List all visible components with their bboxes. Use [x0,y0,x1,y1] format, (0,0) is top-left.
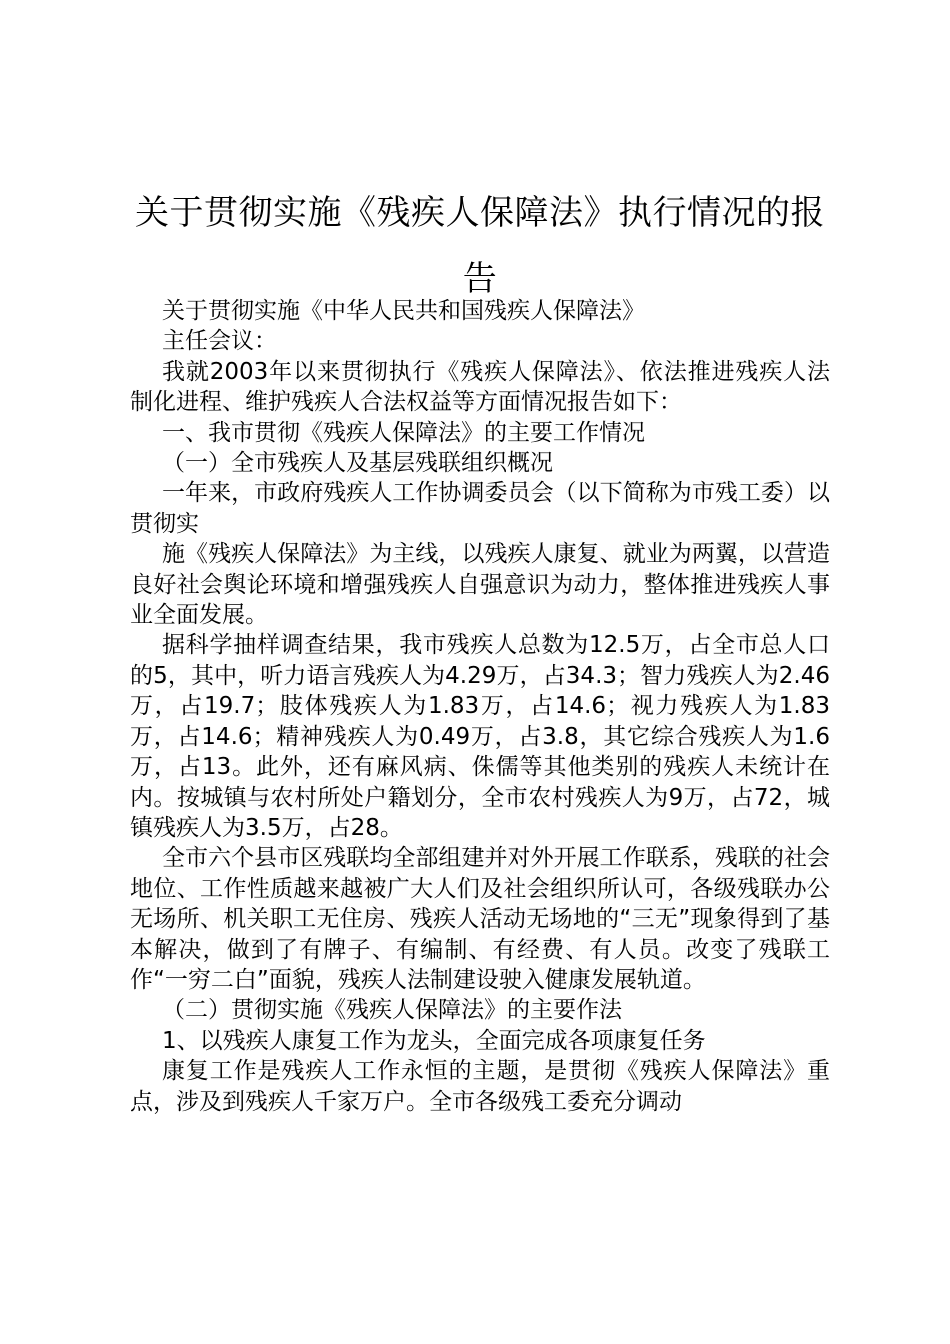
paragraph-intro: 我就2003年以来贯彻执行《残疾人保障法》、依法推进残疾人法制化进程、维护残疾人合法权益等方面情况报告如下： [130,358,830,416]
paragraph-statistics: 据科学抽样调查结果，我市残疾人总数为12.5万，占全市总人口的5，其中，听力语言残疾人为4.29万，占34.3；智力残疾人为2.46万，占19.7；肢体残疾人为1.83万，占14.6；视力残疾人为1.83万，占14.6；精神残疾人为0.49万，占3.8，其它综合残疾人为1.6万，占13。此外，还有麻风病、侏儒等其他类别的残疾人未统计在内。按城镇与农村所处户籍划分，全市农村残疾人为9万，占72，城镇残疾人为3.5万，占28。 [130,632,830,841]
item-heading-1: 1、以残疾人康复工作为龙头，全面完成各项康复任务 [162,1027,706,1054]
paragraph: 施《残疾人保障法》为主线，以残疾人康复、就业为两翼，以营造良好社会舆论环境和增强残疾人自强意识为动力，整体推进残疾人事业全面发展。 [130,541,830,629]
subsection-heading-2: （二）贯彻实施《残疾人保障法》的主要作法 [162,997,622,1024]
document-body [130,296,830,1117]
paragraph: 康复工作是残疾人工作永恒的主题，是贯彻《残疾人保障法》重点，涉及到残疾人千家万户。全市各级残工委充分调动 [130,1058,830,1115]
paragraph: 一年来，市政府残疾人工作协调委员会（以下简称为市残工委）以贯彻实 [130,480,830,537]
paragraph-salutation: 主任会议： [162,328,277,355]
section-heading-1: 一、我市贯彻《残疾人保障法》的主要工作情况 [162,419,645,446]
subsection-heading-1: （一）全市残疾人及基层残联组织概况 [162,450,553,477]
document-title: 关于贯彻实施《残疾人保障法》执行情况的报告 [135,193,825,299]
paragraph: 全市六个县市区残联均全部组建并对外开展工作联系，残联的社会地位、工作性质越来越被广大人们及社会组织所认可，各级残联办公无场所、机关职工无住房、残疾人活动无场地的“三无”现象得到了基本解决，做到了有牌子、有编制、有经费、有人员。改变了残联工作“一穷二白”面貌，残疾人法制建设驶入健康发展轨道。 [130,845,830,993]
paragraph-heading-line: 关于贯彻实施《中华人民共和国残疾人保障法》 [162,298,645,324]
